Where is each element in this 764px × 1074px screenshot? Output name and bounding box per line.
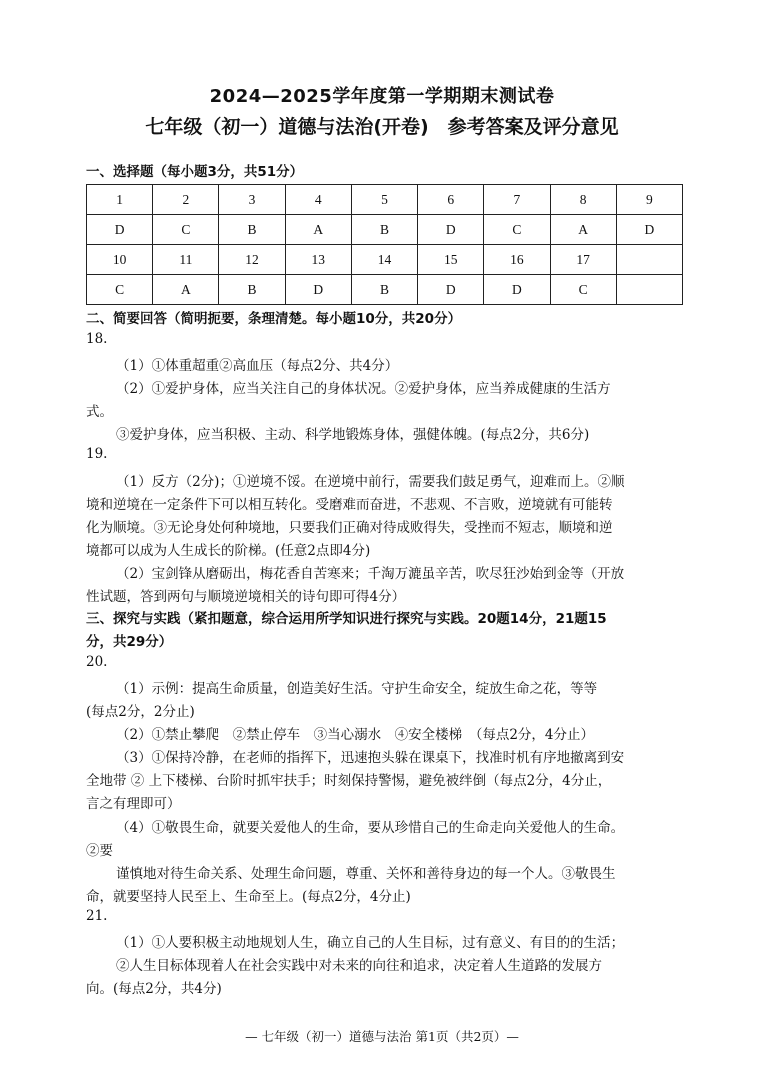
table-row (87, 245, 683, 275)
table-cell: A (153, 275, 219, 305)
table-cell: D (418, 215, 484, 245)
table-cell: 4 (285, 185, 351, 215)
table-cell: 3 (219, 185, 285, 215)
answer-line: （2）①禁止攀爬 ②禁止停车 ③当心溺水 ④安全楼梯 （每点2分，4分止） (116, 727, 595, 743)
table-cell: 13 (285, 245, 351, 275)
table-cell: 7 (484, 185, 550, 215)
table-cell (616, 245, 682, 275)
table-cell: 10 (87, 245, 153, 275)
answer-line: 境和逆境在一定条件下可以相互转化。受磨难而奋进，不悲观、不言败，逆境就有可能转 (86, 497, 613, 513)
answer-line: （3）①保持冷静，在老师的指挥下，迅速抱头躲在课桌下，找准时机有序地撤离到安 (116, 750, 625, 766)
table-cell (616, 275, 682, 305)
table-cell: 15 (418, 245, 484, 275)
answer-line: 向。(每点2分，共4分) (86, 981, 222, 997)
answer-line: （2）宝剑锋从磨砺出，梅花香自苦寒来；千淘万漉虽辛苦，吹尽狂沙始到金等（开放 (116, 566, 625, 582)
table-cell: C (550, 275, 616, 305)
answer-line: （1）①体重超重②高血压（每点2分、共4分） (116, 358, 399, 374)
answer-line: 言之有理即可） (86, 796, 181, 812)
table-cell: D (616, 215, 682, 245)
page-title: 2024—2025学年度第一学期期末测试卷 (209, 86, 555, 107)
table-row (87, 185, 683, 215)
table-cell: 1 (87, 185, 153, 215)
section1-heading: 一、选择题（每小题3分，共51分） (86, 164, 304, 180)
answer-line: 命，就要坚持人民至上、生命至上。(每点2分，4分止) (86, 889, 411, 905)
question-number: 19. (86, 446, 108, 462)
table-cell: 12 (219, 245, 285, 275)
table-cell: 8 (550, 185, 616, 215)
answer-line: 化为顺境。③无论身处何种境地，只要我们正确对待成败得失，受挫而不短志，顺境和逆 (86, 520, 613, 536)
table-cell: 16 (484, 245, 550, 275)
answer-line: 全地带 ② 上下楼梯、台阶时抓牢扶手；时刻保持警惕，避免被绊倒（每点2分，4分止， (86, 773, 612, 789)
table-cell: 9 (616, 185, 682, 215)
table-cell: B (219, 215, 285, 245)
answer-line: （1）反方（2分)；①逆境不馁。在逆境中前行，需要我们鼓足勇气，迎难而上。②顺 (116, 474, 625, 490)
answer-line: ②人生目标体现着人在社会实践中对未来的向往和追求，决定着人生道路的发展方 (116, 958, 602, 974)
table-cell: 14 (351, 245, 417, 275)
answer-table (86, 184, 683, 305)
table-cell: B (219, 275, 285, 305)
table-cell: 17 (550, 245, 616, 275)
answer-line: （1）示例：提高生命质量，创造美好生活。守护生命安全，绽放生命之花，等等 (116, 681, 598, 697)
answer-line: （4）①敬畏生命，就要关爱他人的生命，要从珍惜自己的生命走向关爱他人的生命。 (116, 820, 625, 836)
section2-heading: 二、简要回答（简明扼要，条理清楚。每小题10分，共20分） (86, 311, 462, 327)
section3-heading: 三、探究与实践（紧扣题意，综合运用所学知识进行探究与实践。20题14分，21题15 (86, 611, 607, 627)
table-cell: B (351, 215, 417, 245)
table-cell: D (484, 275, 550, 305)
page-footer: — 七年级（初一）道德与法治 第1页（共2页）— (245, 1029, 519, 1044)
answer-line: ③爱护身体，应当积极、主动、科学地锻炼身体，强健体魄。(每点2分，共6分) (116, 427, 590, 443)
question-number: 20. (86, 654, 108, 670)
question-number: 21. (86, 908, 108, 924)
page-subtitle: 七年级（初一）道德与法治(开卷) 参考答案及评分意见 (145, 116, 619, 138)
table-row (87, 275, 683, 305)
table-cell: D (285, 275, 351, 305)
table-cell: 6 (418, 185, 484, 215)
question-number: 18. (86, 331, 108, 347)
answer-line: （1）①人要积极主动地规划人生，确立自己的人生目标，过有意义、有目的的生活； (116, 935, 625, 951)
answer-line: 性试题，答到两句与顺境逆境相关的诗句即可得4分） (86, 589, 406, 605)
answer-line: 式。 (86, 404, 113, 420)
table-cell: D (87, 215, 153, 245)
table-cell: 11 (153, 245, 219, 275)
table-cell: 5 (351, 185, 417, 215)
answer-line: (每点2分，2分止) (86, 704, 195, 720)
table-cell: C (484, 215, 550, 245)
table-cell: A (550, 215, 616, 245)
table-row (87, 215, 683, 245)
section3-heading-cont: 分，共29分） (86, 634, 173, 650)
table-cell: C (87, 275, 153, 305)
answer-line: （2）①爱护身体，应当关注自己的身体状况。②爱护身体，应当养成健康的生活方 (116, 381, 611, 397)
table-cell: B (351, 275, 417, 305)
answer-line: 谨慎地对待生命关系、处理生命问题，尊重、关怀和善待身边的每一个人。③敬畏生 (116, 866, 616, 882)
table-cell: A (285, 215, 351, 245)
answer-line: 境都可以成为人生成长的阶梯。(任意2点即4分) (86, 543, 371, 559)
table-cell: D (418, 275, 484, 305)
table-cell: 2 (153, 185, 219, 215)
answer-line: ②要 (86, 843, 113, 859)
table-cell: C (153, 215, 219, 245)
